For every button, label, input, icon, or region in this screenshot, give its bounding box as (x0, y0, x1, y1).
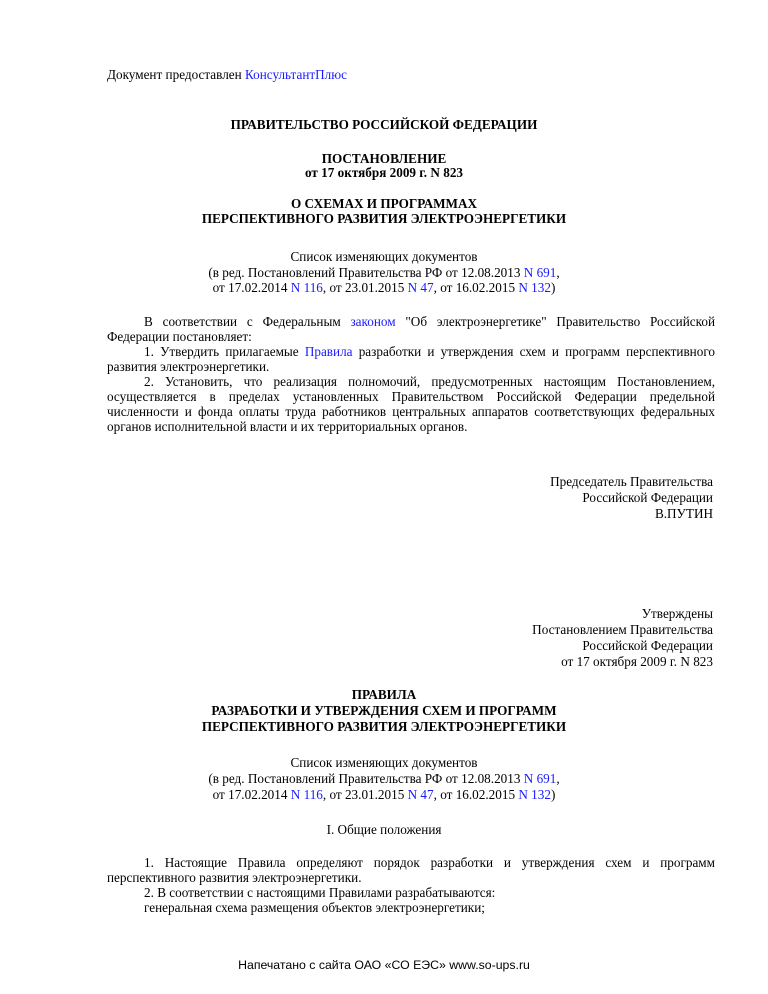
decree-subject-line2: ПЕРСПЕКТИВНОГО РАЗВИТИЯ ЭЛЕКТРОЭНЕРГЕТИКИ (201, 211, 567, 226)
decree-date-number: от 17 октября 2009 г. N 823 (304, 165, 464, 180)
approved-by: Постановлением Правительства (532, 622, 713, 637)
approved-label: Утверждены (641, 606, 713, 621)
approved-date: от 17 октября 2009 г. N 823 (561, 654, 713, 669)
signature-country: Российской Федерации (582, 490, 713, 505)
body-paragraph-3: 2. Установить, что реализация полномочий, предусмотренных настоящим Постановлением, осуществляется в пределах установленных Правительством Российской Федерации предельной численности и фонда оплаты труда работников центральных аппаратов соответствующих федеральных органов исполнительной власти и их территориальных органов. (107, 374, 715, 434)
rules-amendments-line2: от 17.02.2014 N 116, от 23.01.2015 N 47, от 16.02.2015 N 132) (212, 787, 556, 802)
amendment-link-47[interactable]: N 47 (407, 280, 434, 295)
rules-amendment-link-47[interactable]: N 47 (407, 787, 434, 802)
law-link[interactable]: законом (350, 314, 396, 329)
amendment-link-691[interactable]: N 691 (523, 265, 557, 280)
section-paragraph-2: 2. В соответствии с настоящими Правилами разрабатываются: (144, 885, 496, 900)
signature-name: В.ПУТИН (654, 506, 713, 521)
rules-title-line3: ПЕРСПЕКТИВНОГО РАЗВИТИЯ ЭЛЕКТРОЭНЕРГЕТИКИ (201, 719, 567, 734)
rules-link[interactable]: Правила (304, 344, 353, 359)
provided-by-line (107, 67, 347, 82)
government-title: ПРАВИТЕЛЬСТВО РОССИЙСКОЙ ФЕДЕРАЦИИ (230, 117, 538, 132)
amendment-link-116[interactable]: N 116 (290, 280, 323, 295)
decree-body (107, 314, 715, 434)
rules-amendment-link-691[interactable]: N 691 (523, 771, 557, 786)
decree-subject-line1: О СХЕМАХ И ПРОГРАММАХ (290, 196, 478, 211)
consultantplus-link[interactable]: КонсультантПлюс (244, 67, 347, 82)
body-paragraph-2: 1. Утвердить прилагаемые Правила разработки и утверждения схем и программ перспективного развития электроэнергетики. (107, 344, 715, 374)
signature-position: Председатель Правительства (550, 474, 713, 489)
rules-title-line2: РАЗРАБОТКИ И УТВЕРЖДЕНИЯ СХЕМ И ПРОГРАММ (211, 703, 557, 718)
rules-amendments-line1: (в ред. Постановлений Правительства РФ от 12.08.2013 N 691, (208, 771, 560, 786)
amendment-link-132[interactable]: N 132 (518, 280, 551, 295)
amendments-line1: (в ред. Постановлений Правительства РФ от 12.08.2013 N 691, (208, 265, 560, 280)
body-paragraph-1: В соответствии с Федеральным законом "Об электроэнергетике" Правительство Российской Федерации постановляет: (107, 314, 715, 344)
section-heading: I. Общие положения (326, 822, 442, 837)
approved-country: Российской Федерации (582, 638, 713, 653)
section-paragraph-1: 1. Настоящие Правила определяют порядок разработки и утверждения схем и программ перспективного развития электроэнергетики. (107, 855, 715, 885)
rules-title: ПРАВИЛА (351, 687, 417, 702)
decree-type: ПОСТАНОВЛЕНИЕ (321, 151, 447, 166)
provided-by-text: Документ предоставлен (107, 67, 245, 82)
section-paragraph-3: генеральная схема размещения объектов электроэнергетики; (144, 900, 485, 915)
amendments-title: Список изменяющих документов (290, 249, 478, 264)
rules-amendment-link-132[interactable]: N 132 (518, 787, 551, 802)
rules-amendment-link-116[interactable]: N 116 (290, 787, 323, 802)
amendments-line2: от 17.02.2014 N 116, от 23.01.2015 N 47, от 16.02.2015 N 132) (212, 280, 556, 295)
page-footer: Напечатано с сайта ОАО «СО ЕЭС» www.so-ups.ru (238, 958, 530, 972)
section-body (107, 855, 715, 915)
rules-amendments-title: Список изменяющих документов (290, 755, 478, 770)
